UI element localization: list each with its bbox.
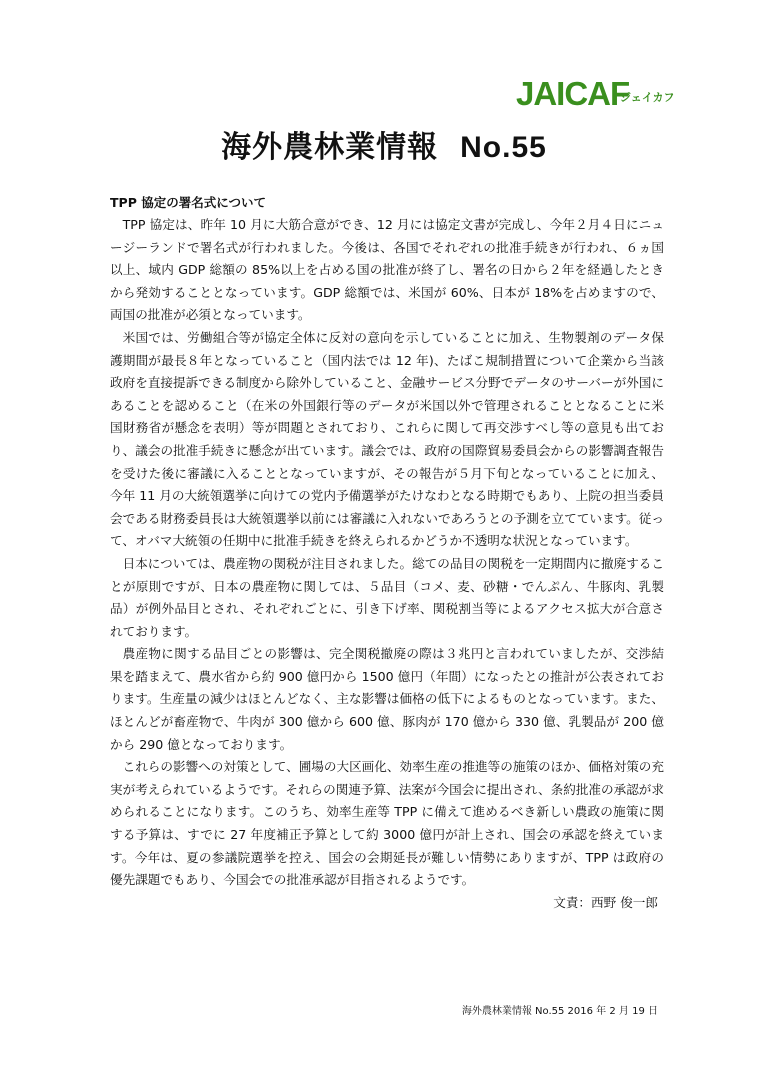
- paragraph-1: TPP 協定は、昨年 10 月に大筋合意ができ、12 月には協定文書が完成し、今年２月４日にニュージーランドで署名式が行われました。今後は、各国でそれぞれの批准手続きが行われ、６ヵ国以上、域内 GDP 総額の 85%以上を占める国の批准が終了し、署名の日から２年を経過したときから発効することとなっています。GDP 総額では、米国が 60%、日本が 18%を占めますので、両国の批准が必須となっています。: [110, 217, 664, 323]
- article-body: [110, 214, 664, 914]
- paragraph-5: これらの影響への対策として、圃場の大区画化、効率生産の推進等の施策のほか、価格対策の充実が考えられているようです。それらの関連予算、法案が今国会に提出され、条約批准の承認が求められることになります。このうち、効率生産等 TPP に備えて進めるべき新しい農政の施策に関する予算は、すでに 27 年度補正予算として約 3000 億円が計上され、国会の承認を終えています。今年は、夏の参議院選挙を控え、国会の会期延長が難しい情勢にありますが、TPP は政府の優先課題でもあり、今国会での批准承認が目指されるようです。: [110, 759, 664, 888]
- section-heading: TPP 協定の署名式について: [110, 195, 266, 210]
- title-main: 海外農林業情報: [221, 130, 439, 165]
- paragraph-3: 日本については、農産物の関税が注目されました。総ての品目の関税を一定期間内に撤廃することが原則ですが、日本の農産物に関しては、５品目（コメ、麦、砂糖・でんぷん、牛豚肉、乳製品）が例外品目とされ、それぞれごとに、引き下げ率、関税割当等によるアクセス拡大が合意されております。: [110, 555, 664, 639]
- logo-text: JAICAF: [516, 75, 630, 112]
- paragraph-2: 米国では、労働組合等が協定全体に反対の意向を示していることに加え、生物製剤のデータ保護期間が最長８年となっていること（国内法では 12 年)、たばこ規制措置について企業から当該政府を直接提訴できる制度から除外していること、金融サービス分野でデータのサーバーが外国にあることを認めること（在米の外国銀行等のデータが米国以外で管理されることとなることに米国財務省が懸念を表明）等が問題とされており、これらに関して再交渉すべし等の意見も出ており、議会の批准手続きに懸念が出ています。議会では、政府の国際貿易委員会からの影響調査報告を受けた後に審議に入ることとなっていますが、その報告が５月下旬となっていることに加え、今年 11 月の大統領選挙に向けての党内予備選挙がたけなわとなる時期でもあり、上院の担当委員会である財務委員長は大統領選挙以前には審議に入れないであろうとの予測を立てています。従って、オバマ大統領の任期中に批准手続きを終えられるかどうか不透明な状況となっています。: [110, 329, 664, 549]
- jaicaf-logo: [516, 72, 676, 116]
- logo-subtext: ジェイカフ: [620, 91, 675, 104]
- issue-number: No.55: [460, 131, 547, 164]
- author-signature: 文責：西野 俊一郎: [553, 894, 658, 910]
- page-footer: 海外農林業情報 No.55 2016 年 2 月 19 日: [461, 1006, 658, 1017]
- paragraph-4: 農産物に関する品目ごとの影響は、完全関税撤廃の際は３兆円と言われていましたが、交渉結果を踏まえて、農水省から約 900 億円から 1500 億円（年間）になったとの推計が公表されております。生産量の減少はほとんどなく、主な影響は価格の低下によるものとなっています。また、ほとんどが畜産物で、牛肉が 300 億から 600 億、豚肉が 170 億から 330 億、乳製品が 200 億から 290 億となっております。: [110, 646, 664, 752]
- page-title: [0, 126, 768, 170]
